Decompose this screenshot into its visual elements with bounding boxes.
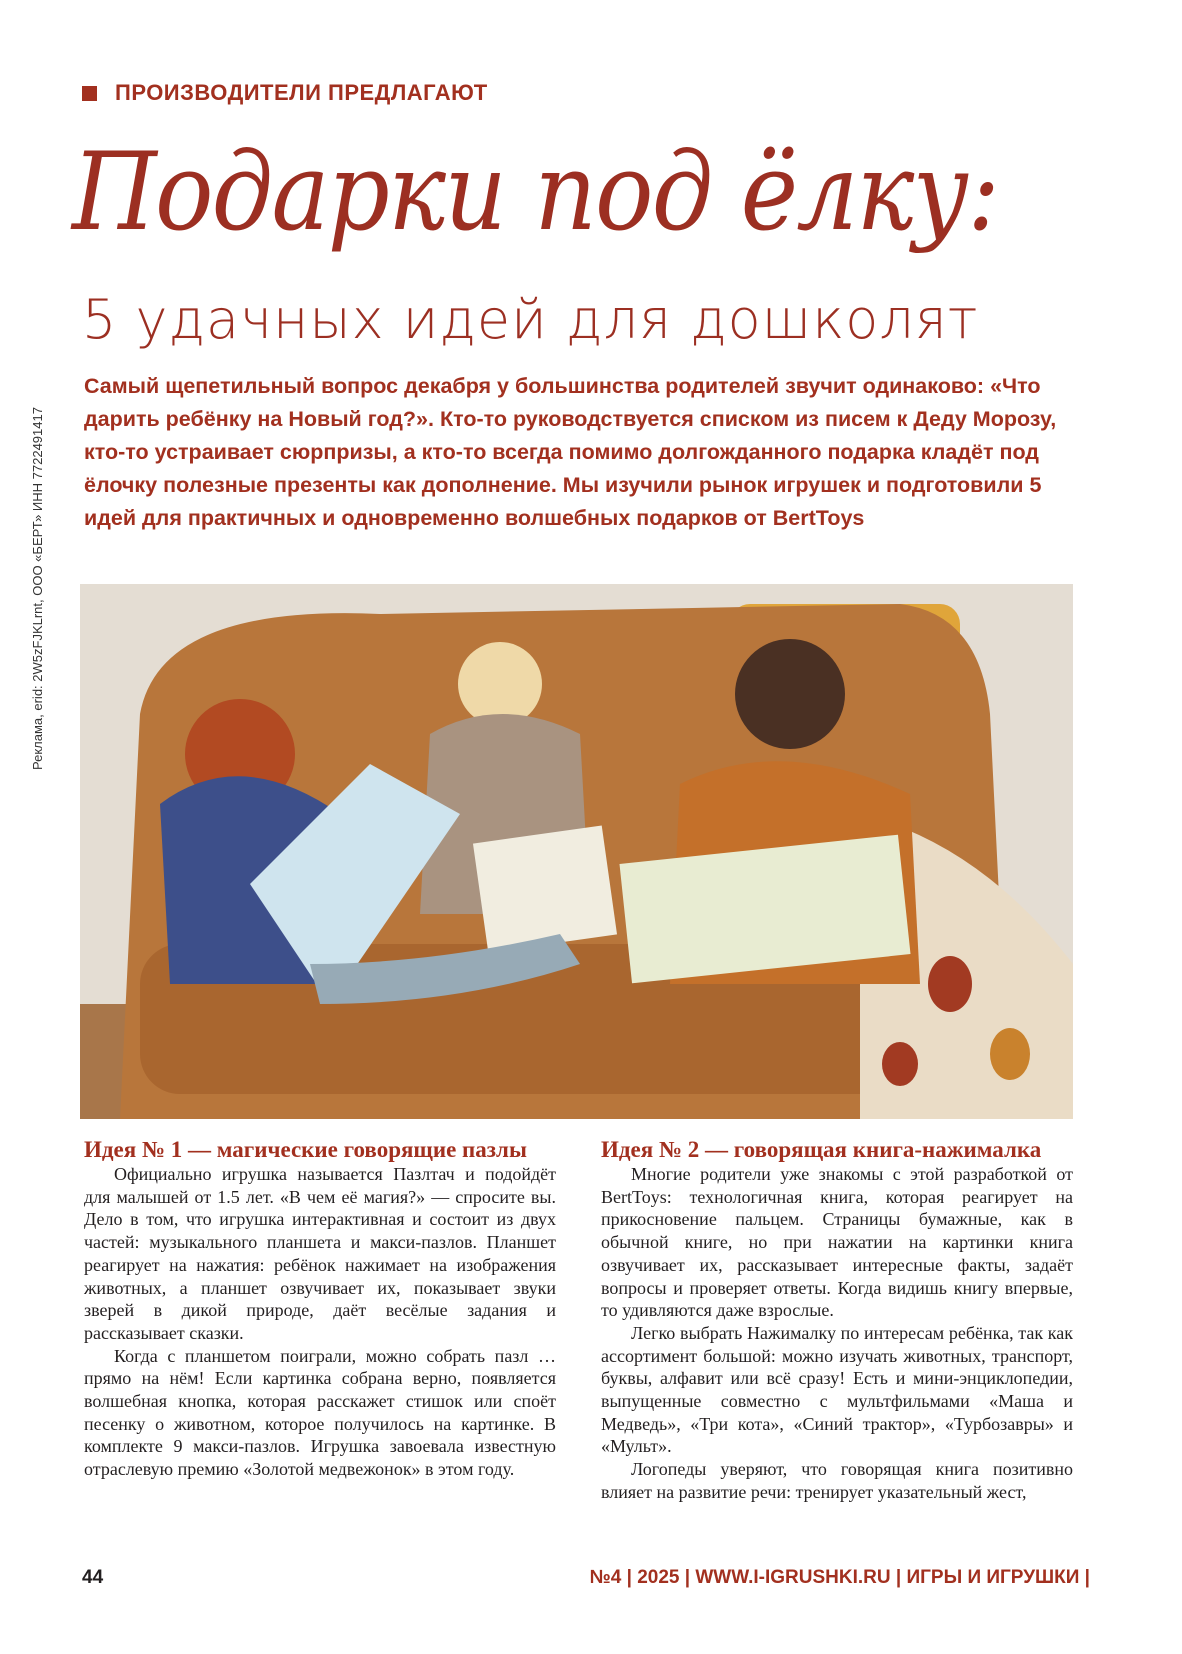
page-title: Подарки под ёлку: xyxy=(72,130,999,255)
idea-1-paragraph: Официально игрушка называется Пазлтач и подойдёт для малышей от 1.5 лет. «В чем её магия?» — спросите вы. Дело в том, что игрушка интерактивная и состоит из двух частей: музыкального планшета и макси-пазлов. Планшет реагирует на нажатия: ребёнок нажимает на изображения животных, а планшет озвучивает их, показывает звуки зверей в дикой природе, даёт весёлые задания и рассказывает сказки. xyxy=(84,1164,556,1343)
footer-issue-info: №4 | 2025 | WWW.I-IGRUSHKI.RU | ИГРЫ И ИГРУШКИ | xyxy=(589,1567,1090,1588)
hero-photo-children-on-sofa xyxy=(80,584,1073,1119)
advertising-disclaimer: Реклама, erid: 2W5zFJKLrnt, ООО «БЕРТ» ИНН 7722491417 xyxy=(30,407,45,770)
article-column-idea-1 xyxy=(84,1138,556,1481)
article-column-idea-2 xyxy=(601,1138,1073,1504)
page-number: 44 xyxy=(82,1567,104,1588)
idea-1-paragraph: Когда с планшетом поиграли, можно собрать пазл … прямо на нём! Если картинка собрана верно, появляется волшебная кнопка, которая расскажет стишок или споёт песенку о животном, которое получилось на картинке. В комплекте 9 макси-пазлов. Игрушка завоевала известную отраслевую премию «Золотой медвежонок» в этом году. xyxy=(84,1345,556,1480)
idea-2-paragraph: Легко выбрать Нажималку по интересам ребёнка, так как ассортимент большой: можно изучать животных, транспорт, буквы, алфавит или всё сразу! Есть и мини-энциклопедии, выпущенные совместно с мультфильмами «Маша и Медведь», «Три кота», «Синий трактор», «Турбозавры» и «Мульт». xyxy=(601,1322,1073,1457)
lede-paragraph: Самый щепетильный вопрос декабря у большинства родителей звучит одинаково: «Что дарить ребёнку на Новый год?». Кто-то руководствуется списком из писем к Деду Морозу, кто-то устраивает сюрпризы, а кто-то всегда помимо долгожданного подарка кладёт под ёлочку полезные презенты как дополнение. Мы изучили рынок игрушек и подготовили 5 идей для практичных и одновременно волшебных подарков от BertToys xyxy=(84,374,1057,530)
page-subtitle: 5 удачных идей для дошколят xyxy=(82,288,979,351)
section-rubric xyxy=(82,80,488,106)
photo-illustration xyxy=(80,584,1073,1119)
idea-1-heading: Идея № 1 — магические говорящие пазлы xyxy=(84,1137,527,1162)
rubric-square-icon xyxy=(82,86,97,101)
idea-2-heading: Идея № 2 — говорящая книга-нажималка xyxy=(601,1137,1042,1162)
idea-2-paragraph: Многие родители уже знакомы с этой разработкой от BertToys: технологичная книга, которая реагирует на прикосновение пальцем. Страницы бумажные, как в обычной книге, но при нажатии на картинки книга озвучивает их, рассказывает интересные факты, задаёт вопросы и проверяет ответы. Когда видишь книгу впервые, то удивляются даже взрослые. xyxy=(601,1164,1073,1321)
idea-2-paragraph: Логопеды уверяют, что говорящая книга позитивно влияет на развитие речи: тренирует указательный жест, xyxy=(601,1459,1073,1502)
rubric-label: ПРОИЗВОДИТЕЛИ ПРЕДЛАГАЮТ xyxy=(115,80,488,105)
